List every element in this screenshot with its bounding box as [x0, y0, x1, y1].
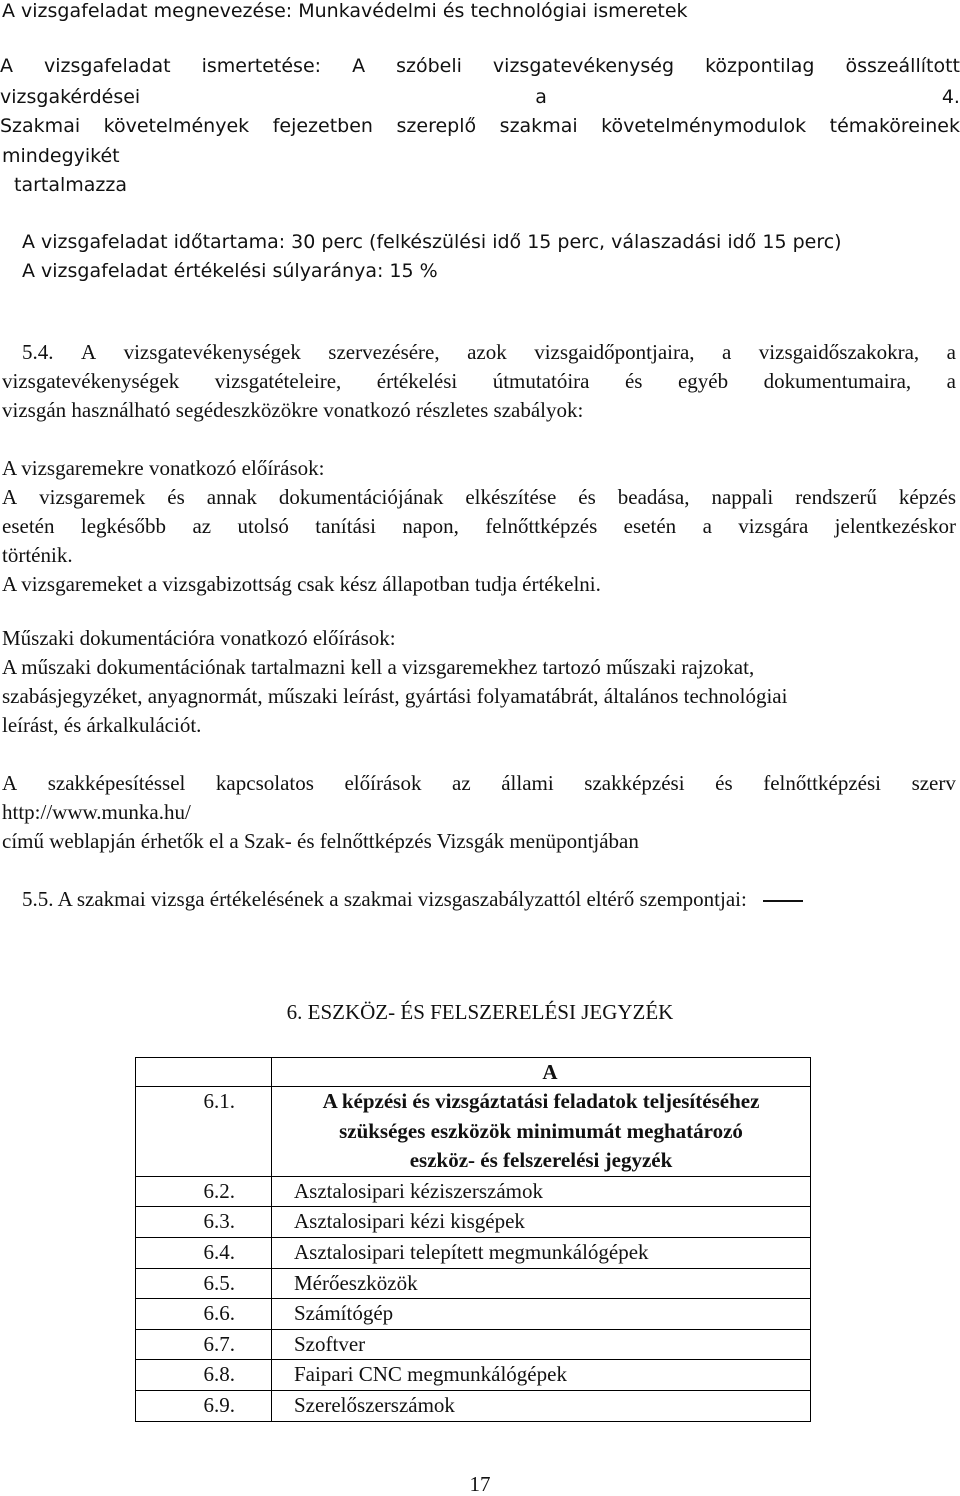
word: az	[192, 514, 212, 538]
word: vizsgaidőpontjaira,	[534, 340, 695, 364]
word: vizsgára	[738, 514, 809, 538]
table-row	[136, 1390, 811, 1421]
equipment-table	[135, 1057, 811, 1422]
section-5-4-line-2	[2, 371, 956, 392]
row-number: 6.1.	[136, 1087, 272, 1177]
word: az	[452, 771, 471, 795]
word: ismertetése:	[201, 55, 322, 77]
section-5-4-line-1	[22, 342, 956, 363]
word: jelentkezéskor	[834, 514, 956, 538]
exam-rules-line-3: történik.	[2, 543, 73, 567]
row-number: 6.9.	[136, 1390, 272, 1421]
row-number: 6.7.	[136, 1329, 272, 1360]
row-number: 6.3.	[136, 1207, 272, 1238]
row-number: 6.4.	[136, 1237, 272, 1268]
word: szakképesítéssel	[47, 771, 186, 795]
row-number: 6.2.	[136, 1176, 272, 1207]
word: legkésőbb	[80, 514, 167, 538]
word: vizsgafeladat	[44, 55, 171, 77]
table-row	[136, 1176, 811, 1207]
row-name: Számítógép	[272, 1299, 811, 1330]
row-name: Asztalosipari kézi kisgépek	[272, 1207, 811, 1238]
word: értékelési	[376, 369, 458, 393]
word: a	[722, 340, 732, 364]
word: kapcsolatos	[215, 771, 314, 795]
word: követelmények	[103, 115, 250, 137]
word: nappali	[711, 485, 774, 509]
word: annak	[206, 485, 257, 509]
word: és	[715, 771, 733, 795]
word: dokumentációjának	[278, 485, 444, 509]
word: A	[2, 771, 18, 795]
word: egyéb	[677, 369, 729, 393]
table-header-row	[136, 1058, 811, 1087]
word: Szakmai	[0, 115, 81, 137]
word: szóbeli	[396, 55, 462, 77]
word: azok	[467, 340, 507, 364]
row-name-line: szükséges eszközök minimumát meghatározó	[339, 1118, 743, 1143]
exam-weight: A vizsgafeladat értékelési súlyaránya: 15 %	[22, 260, 438, 282]
word: szakmai	[499, 115, 578, 137]
word: felnőttképzési	[763, 771, 881, 795]
word: és	[167, 485, 185, 509]
word: vizsgaidőszakokra,	[758, 340, 920, 364]
word: szervezésére,	[328, 340, 440, 364]
table-row	[136, 1237, 811, 1268]
row-name-line: eszköz- és felszerelési jegyzék	[409, 1148, 673, 1173]
exam-task-description-line-5: tartalmazza	[14, 174, 128, 196]
word: A	[352, 55, 366, 77]
word: követelménymodulok	[601, 115, 807, 137]
dash-mark	[763, 900, 803, 902]
section-5-4-line-3: vizsgán használható segédeszközökre vonatkozó részletes szabályok:	[2, 398, 584, 422]
row-name: Szoftver	[272, 1329, 811, 1360]
word: felnőttképzés	[485, 514, 598, 538]
exam-rules-line-4: A vizsgaremeket a vizsgabizottság csak kész állapotban tudja értékelni.	[2, 572, 601, 596]
tech-doc-line-2: szabásjegyzéket, anyagnormát, műszaki leírást, gyártási folyamatábrát, általános technológiai	[2, 684, 788, 708]
word: dokumentumaira,	[763, 369, 912, 393]
word: elkészítése	[465, 485, 557, 509]
tech-doc-line-1: A műszaki dokumentációnak tartalmazni kell a vizsgaremekhez tartozó műszaki rajzokat,	[2, 655, 755, 679]
word: központilag	[705, 55, 815, 77]
word: 5.4.	[22, 340, 54, 364]
exam-rules-line-2	[2, 516, 956, 537]
tech-doc-title: Műszaki dokumentációra vonatkozó előírások:	[2, 626, 396, 650]
word: és	[624, 369, 643, 393]
word: vizsgatevékenységek	[123, 340, 301, 364]
row-name: Mérőeszközök	[272, 1268, 811, 1299]
regulation-line-3: című weblapján érhetők el a Szak- és felnőttképzés Vizsgák menüpontjában	[2, 829, 639, 853]
regulation-line-1	[2, 773, 956, 794]
section-5-5-text: 5.5. A szakmai vizsga értékelésének a szakmai vizsgaszabályzattól eltérő szempontjai:	[22, 887, 747, 911]
table-row	[136, 1207, 811, 1238]
word: utolsó	[237, 514, 289, 538]
row-number: 6.8.	[136, 1360, 272, 1391]
exam-task-description-line-4: mindegyikét	[2, 145, 120, 167]
word: összeállított	[845, 55, 960, 77]
word: beadása,	[617, 485, 690, 509]
word: A	[0, 55, 13, 77]
row-number: 6.5.	[136, 1268, 272, 1299]
exam-duration: A vizsgafeladat időtartama: 30 perc (felkészülési idő 15 perc, válaszadási idő 15 perc)	[22, 231, 842, 253]
exam-task-description-line-3	[0, 117, 960, 136]
word: vizsgatevékenységek	[2, 369, 180, 393]
row-name: Szerelőszerszámok	[272, 1390, 811, 1421]
word: előírások	[344, 771, 422, 795]
tech-doc-line-3: leírást, és árkalkulációt.	[2, 713, 202, 737]
table-row	[136, 1268, 811, 1299]
section-6-title: 6. ESZKÖZ- ÉS FELSZERELÉSI JEGYZÉK	[286, 1000, 674, 1024]
row-name: Faipari CNC megmunkálógépek	[272, 1360, 811, 1391]
word: A	[2, 485, 18, 509]
word: 4.	[941, 86, 960, 108]
word: témaköreinek	[829, 115, 960, 137]
exam-task-description-line-1	[0, 57, 960, 76]
row-name: Asztalosipari kéziszerszámok	[272, 1176, 811, 1207]
row-name	[272, 1087, 811, 1177]
regulation-url[interactable]: http://www.munka.hu/	[2, 800, 191, 824]
word: és	[578, 485, 596, 509]
word: a	[535, 86, 547, 108]
word: a	[946, 340, 956, 364]
table-row	[136, 1329, 811, 1360]
word: szereplő	[396, 115, 477, 137]
table-column-header: A	[272, 1058, 811, 1087]
word: vizsgatevékenység	[492, 55, 675, 77]
word: vizsgatételeire,	[214, 369, 342, 393]
word: állami	[501, 771, 554, 795]
table-row	[136, 1299, 811, 1330]
page-number: 17	[469, 1472, 491, 1496]
table-row	[136, 1360, 811, 1391]
table-row	[136, 1087, 811, 1177]
word: esetén	[2, 514, 55, 538]
word: útmutatóira	[492, 369, 590, 393]
word: esetén	[623, 514, 677, 538]
exam-rules-title: A vizsgaremekre vonatkozó előírások:	[2, 456, 325, 480]
word: vizsgaremek	[39, 485, 146, 509]
exam-rules-line-1	[2, 487, 956, 508]
word: A	[80, 340, 97, 364]
word: szerv	[911, 771, 956, 795]
section-5-5	[22, 889, 803, 910]
word: rendszerű	[795, 485, 877, 509]
word: a	[702, 514, 712, 538]
table-header-empty	[136, 1058, 272, 1087]
row-number: 6.6.	[136, 1299, 272, 1330]
word: fejezetben	[272, 115, 373, 137]
word: a	[946, 369, 956, 393]
word: tanítási	[315, 514, 376, 538]
exam-task-description-line-2	[0, 88, 960, 107]
word: szakképzési	[584, 771, 685, 795]
word: vizsgakérdései	[0, 86, 141, 108]
word: képzés	[898, 485, 956, 509]
word: napon,	[402, 514, 459, 538]
row-name: Asztalosipari telepített megmunkálógépek	[272, 1237, 811, 1268]
exam-task-title: A vizsgafeladat megnevezése: Munkavédelmi és technológiai ismeretek	[2, 0, 688, 22]
row-name-line: A képzési és vizsgáztatási feladatok teljesítéséhez	[322, 1089, 760, 1113]
